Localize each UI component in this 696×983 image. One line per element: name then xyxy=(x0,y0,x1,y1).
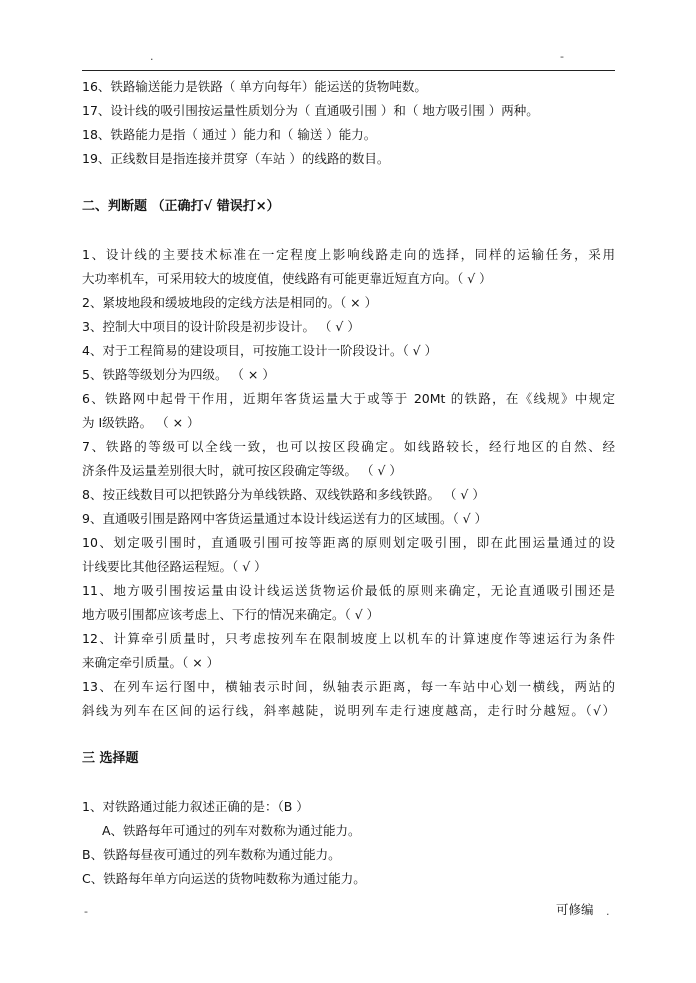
fill-blank-item-17: 17、设计线的吸引围按运量性质划分为（ 直通吸引围 ）和（ 地方吸引围 ）两种。 xyxy=(82,103,539,118)
judge-line: 来确定牵引质量。（ × ） xyxy=(82,655,220,670)
judge-line: 1、设计线的主要技术标准在一定程度上影响线路走向的选择，同样的运输任务，采用 xyxy=(82,247,615,262)
choice-option-c: C、铁路每年单方向运送的货物吨数称为通过能力。 xyxy=(82,871,366,886)
judge-line: 9、直通吸引围是路网中客货运量通过本设计线运送有力的区域围。（ √ ） xyxy=(82,511,488,526)
judge-line: 13、在列车运行图中，横轴表示时间，纵轴表示距离，每一车站中心划一横线，两站的 xyxy=(82,679,615,694)
header-rule xyxy=(82,70,615,71)
judge-line: 11、地方吸引围按运量由设计线运送货物运价最低的原则来确定，无论直通吸引围还是 xyxy=(82,583,615,598)
judge-section xyxy=(82,243,615,723)
footer-editable-label: 可修编 xyxy=(556,902,594,917)
judge-line: 12、计算牵引质量时，只考虑按列车在限制坡度上以机车的计算速度作等速运行为条件 xyxy=(82,631,615,646)
choice-section-heading: 三 选择题 xyxy=(82,751,139,766)
header-mark-left: . xyxy=(150,50,154,63)
judge-line: 计线要比其他径路运程短。（ √ ） xyxy=(82,559,267,574)
choice-section xyxy=(82,795,615,891)
judge-line: 3、控制大中项目的设计阶段是初步设计。 （ √ ） xyxy=(82,319,360,334)
judge-line: 10、划定吸引围时，直通吸引围可按等距离的原则划定吸引围，即在此围运量通过的设 xyxy=(82,535,615,550)
choice-option-b: B、铁路每昼夜可通过的列车数称为通过能力。 xyxy=(82,847,341,862)
fill-blank-item-16: 16、铁路输送能力是铁路（ 单方向每年）能运送的货物吨数。 xyxy=(82,79,427,94)
footer-mark-left: - xyxy=(84,905,88,918)
judge-line: 4、对于工程简易的建设项目，可按施工设计一阶段设计。（ √ ） xyxy=(82,343,438,358)
document-body xyxy=(82,75,615,891)
footer-mark-right: . xyxy=(606,905,610,918)
judge-line: 5、铁路等级划分为四级。 （ × ） xyxy=(82,367,275,382)
fill-blank-item-19: 19、正线数目是指连接并贯穿（车站 ）的线路的数目。 xyxy=(82,151,390,166)
judge-line: 6、铁路网中起骨干作用，近期年客货运量大于或等于 20Mt 的铁路，在《线规》中规定 xyxy=(82,391,615,406)
judge-section-heading: 二、判断题 （正确打√ 错误打×） xyxy=(82,199,280,214)
judge-line: 济条件及运量差别很大时，就可按区段确定等级。 （ √ ） xyxy=(82,463,402,478)
judge-line: 2、紧坡地段和缓坡地段的定线方法是相同的。（ × ） xyxy=(82,295,378,310)
judge-line: 地方吸引围都应该考虑上、下行的情况来确定。（ √ ） xyxy=(82,607,380,622)
header-mark-right: - xyxy=(560,50,564,63)
judge-line: 8、按正线数目可以把铁路分为单线铁路、双线铁路和多线铁路。 （ √ ） xyxy=(82,487,485,502)
choice-question-1: 1、对铁路通过能力叙述正确的是：（B ） xyxy=(82,799,309,814)
fill-blank-item-18: 18、铁路能力是指（ 通过 ）能力和（ 输送 ）能力。 xyxy=(82,127,377,142)
choice-option-a: A、铁路每年可通过的列车对数称为通过能力。 xyxy=(102,823,361,838)
judge-line: 为 Ⅰ级铁路。 （ × ） xyxy=(82,415,200,430)
judge-line: 7、铁路的等级可以全线一致，也可以按区段确定。如线路较长，经行地区的自然、经 xyxy=(82,439,615,454)
judge-line: 大功率机车，可采用较大的坡度值，使线路有可能更靠近短直方向。（ √ ） xyxy=(82,271,492,286)
fill-blank-section xyxy=(82,75,615,171)
judge-line: 斜线为列车在区间的运行线，斜率越陡，说明列车走行速度越高，走行时分越短。（√） xyxy=(82,703,615,718)
